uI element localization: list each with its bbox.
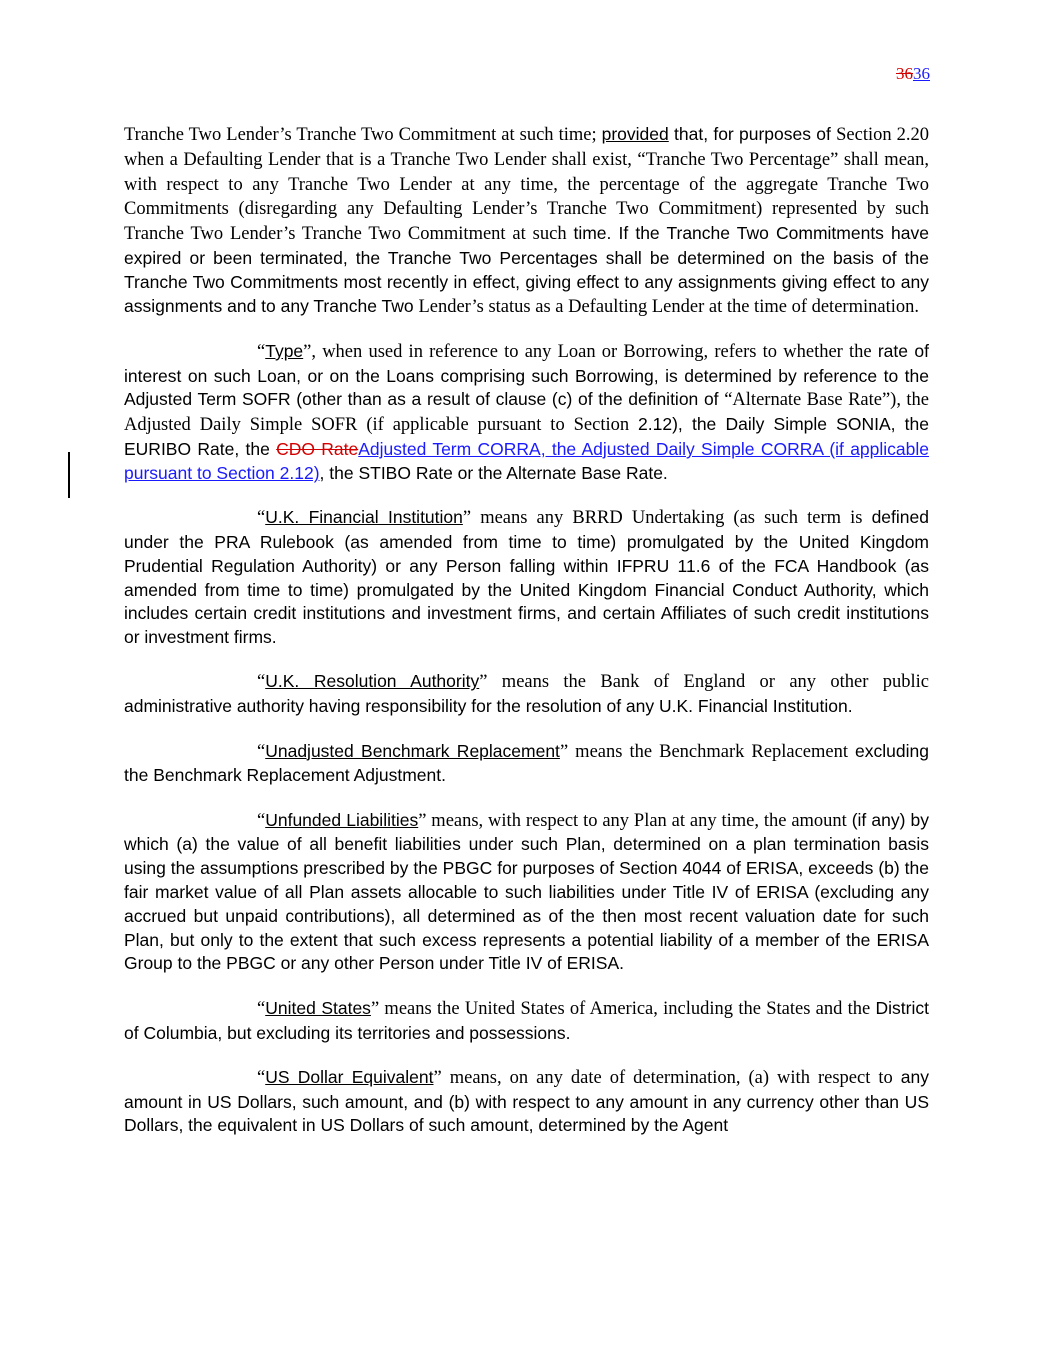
deleted-page-number: 36 bbox=[896, 64, 913, 83]
definition-unfunded-liabilities: “Unfunded Liabilities” means, with respect to any Plan at any time, the amount (if any) by which (a) the value of all benefit liabilities under such Plan, determined on a plan termination basis using the assumptions prescribed by the PBGC for purposes of Section 4044 of ERISA, exceeds (b) the fair market value of all Plan assets allocable to such liabilities under Title IV of ERISA (excluding any accrued but unpaid contributions), all determined as of the then most recent valuation date for such Plan, but only to the extent that such excess represents a potential liability of a member of the ERISA Group to the PBGC or any other Person under Title IV of ERISA. bbox=[124, 809, 930, 974]
defined-term: U.K. Resolution Authority bbox=[265, 671, 480, 692]
definition-united-states: “United States” means the United States of America, including the States and the District of Columbia, but excluding its territories and possessions. bbox=[124, 997, 929, 1043]
definition-unadjusted-benchmark-replacement: “Unadjusted Benchmark Replacement” means the Benchmark Replacement excluding the Benchmark Replacement Adjustment. bbox=[124, 740, 929, 786]
paragraph-tranche-two-percentage: Tranche Two Lender’s Tranche Two Commitment at such time; provided that, for purposes of Section 2.20 when a Defaulting Lender that is a Tranche Two Lender shall exist, “Tranche Two Percentage” shall mean, with respect to any Tranche Two Lender at any time, the percentage of the aggregate Tranche Two Commitments (disregarding any Defaulting Lender’s Tranche Two Commitment) represented by such Tranche Two Lender’s Tranche Two Commitment at such time. If the Tranche Two Commitments have expired or been terminated, the Tranche Two Percentages shall be determined on the basis of the Tranche Two Commitments most recently in effect, giving effect to any assignments giving effect to any assignments and to any Tranche Two Lender’s status as a Defaulting Lender at the time of determination. bbox=[124, 124, 929, 317]
defined-term: Unadjusted Benchmark Replacement bbox=[265, 740, 560, 761]
page-number bbox=[896, 64, 930, 84]
deleted-text: CDO Rate bbox=[276, 439, 359, 460]
defined-term: U.K. Financial Institution bbox=[265, 507, 463, 528]
document-body bbox=[124, 123, 929, 1159]
defined-term: United States bbox=[265, 997, 371, 1018]
inserted-page-number: 36 bbox=[913, 64, 930, 83]
defined-term: Type bbox=[265, 340, 304, 361]
definition-us-dollar-equivalent: “US Dollar Equivalent” means, on any date of determination, (a) with respect to any amount in US Dollars, such amount, and (b) with respect to any amount in any currency other than US Dollars, the equivalent in US Dollars of such amount, determined by the Agent bbox=[124, 1066, 929, 1136]
defined-term: Unfunded Liabilities bbox=[265, 809, 419, 830]
definition-type: “Type”, when used in reference to any Loan or Borrowing, refers to whether the rate of interest on such Loan, or on the Loans comprising such Borrowing, is determined by reference to the Adjusted Term SOFR (other than as a result of clause (c) of the definition of “Alternate Base Rate”), the Adjusted Daily Simple SOFR (if applicable pursuant to Section 2.12), the Daily Simple SONIA, the EURIBO Rate, the CDO RateAdjusted Term CORRA, the Adjusted Daily Simple CORRA (if applicable pursuant to Section 2.12), the STIBO Rate or the Alternate Base Rate. bbox=[124, 340, 930, 483]
inserted-text: Adjusted Term CORRA, the Adjusted Daily Simple CORRA (if applicable pursuant to Section 2.12) bbox=[124, 439, 930, 483]
definition-uk-financial-institution: “U.K. Financial Institution” means any BRRD Undertaking (as such term is defined under the PRA Rulebook (as amended from time to time) promulgated by the United Kingdom Prudential Regulation Authority) or any Person falling within IFPRU 11.6 of the FCA Handbook (as amended from time to time) promulgated by the United Kingdom Financial Conduct Authority, which includes certain credit institutions and investment firms, and certain Affiliates of such credit institutions or investment firms. bbox=[124, 507, 929, 648]
definition-uk-resolution-authority: “U.K. Resolution Authority” means the Bank of England or any other public administrative authority having responsibility for the resolution of any U.K. Financial Institution. bbox=[124, 671, 930, 717]
defined-term: US Dollar Equivalent bbox=[265, 1066, 434, 1087]
revision-change-bar bbox=[68, 452, 70, 498]
